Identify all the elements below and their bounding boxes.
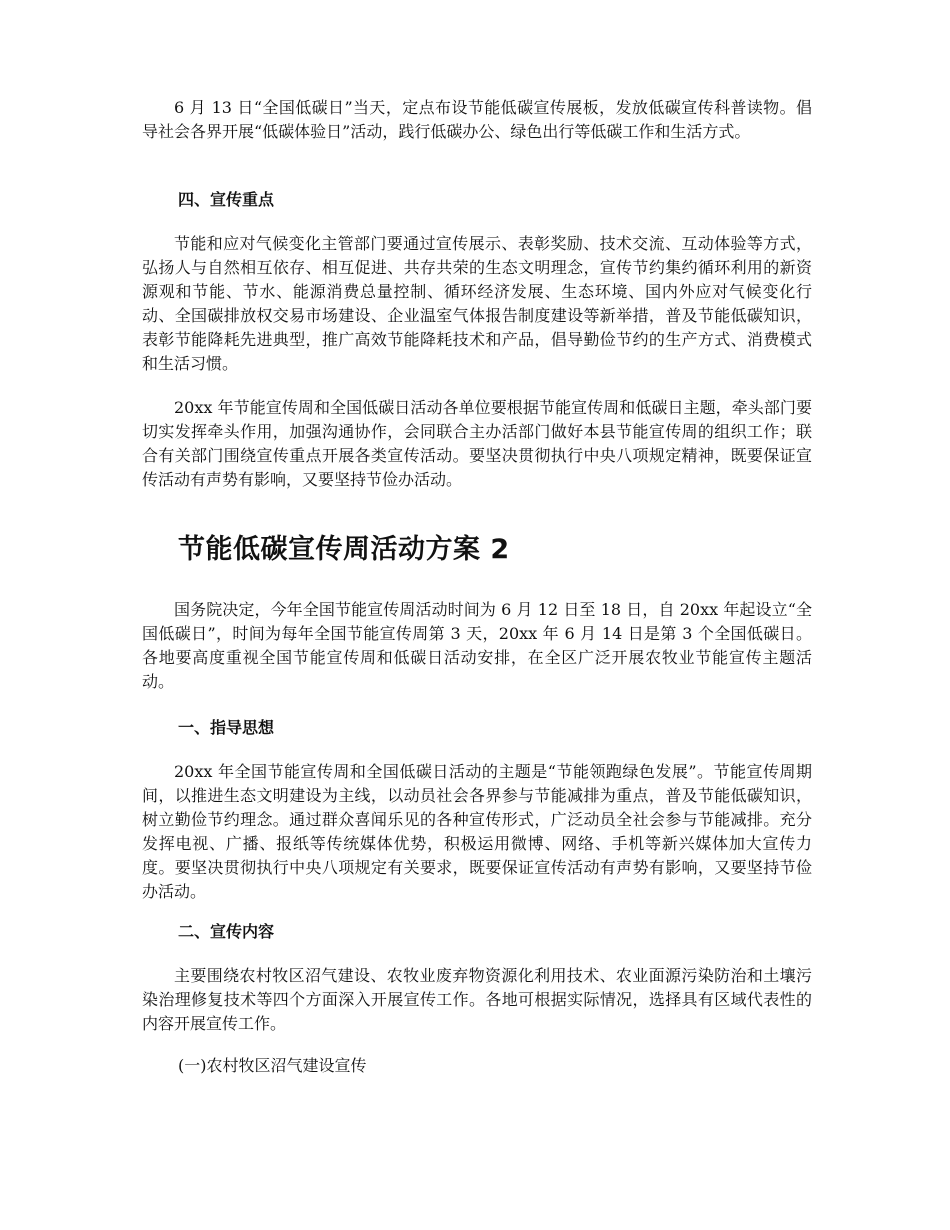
paragraph-low-carbon-day: 6 月 13 日“全国低碳日”当天，定点布设节能低碳宣传展板，发放低碳宣传科普读物。倡导社会各界开展“低碳体验日”活动，践行低碳办公、绿色出行等低碳工作和生活方式。 [142, 98, 812, 141]
subsection-heading-biogas: (一)农村牧区沼气建设宣传 [178, 1056, 367, 1075]
paragraph-publicity-content: 主要围绕农村牧区沼气建设、农牧业废弃物资源化利用技术、农业面源污染防治和土壤污染治理修复技术等四个方面深入开展宣传工作。各地可根据实际情况，选择具有区域代表性的内容开展宣传工作。 [142, 966, 812, 1033]
paragraph-unit-requirements: 20xx 年节能宣传周和全国低碳日活动各单位要根据节能宣传周和低碳日主题，牵头部门要切实发挥牵头作用，加强沟通协作，会同联合主办活部门做好本县节能宣传周的组织工作；联合有关部门围绕宣传重点开展各类宣传活动。要坚决贯彻执行中央八项规定精神，既要保证宣传活动有声势有影响，又要坚持节俭办活动。 [142, 398, 812, 489]
paragraph-guiding-ideology: 20xx 年全国节能宣传周和全国低碳日活动的主题是“节能领跑绿色发展”。节能宣传周期间，以推进生态文明建设为主线，以动员社会各界参与节能减排为重点，普及节能低碳知识，树立勤俭节约理念。通过群众喜闻乐见的各种宣传形式，广泛动员全社会参与节能减排。充分发挥电视、广播、报纸等传统媒体优势，积极运用微博、网络、手机等新兴媒体加大宣传力度。要坚决贯彻执行中央八项规定有关要求，既要保证宣传活动有声势有影响，又要坚持节俭办活动。 [142, 762, 812, 901]
document-title-plan-2: 节能低碳宣传周活动方案 2 [178, 534, 510, 565]
paragraph-state-council-decision: 国务院决定，今年全国节能宣传周活动时间为 6 月 12 日至 18 日，自 20xx 年起设立“全国低碳日”，时间为每年全国节能宣传周第 3 天，20xx 年 6 月 14 日是第 3 个全国低碳日。各地要高度重视全国节能宣传周和低碳日活动安排，在全区广泛开展农牧业节能宣传主题活动。 [142, 600, 812, 691]
section-heading-publicity-focus: 四、宣传重点 [178, 190, 275, 209]
section-heading-publicity-content: 二、宣传内容 [178, 922, 275, 941]
paragraph-publicity-focus: 节能和应对气候变化主管部门要通过宣传展示、表彰奖励、技术交流、互动体验等方式，弘扬人与自然相互依存、相互促进、共存共荣的生态文明理念，宣传节约集约循环利用的新资源观和节能、节水、能源消费总量控制、循环经济发展、生态环境、国内外应对气候变化行动、全国碳排放权交易市场建设、企业温室气体报告制度建设等新举措，普及节能低碳知识，表彰节能降耗先进典型，推广高效节能降耗技术和产品，倡导勤俭节约的生产方式、消费模式和生活习惯。 [142, 234, 812, 373]
section-heading-guiding-ideology: 一、指导思想 [178, 718, 275, 737]
